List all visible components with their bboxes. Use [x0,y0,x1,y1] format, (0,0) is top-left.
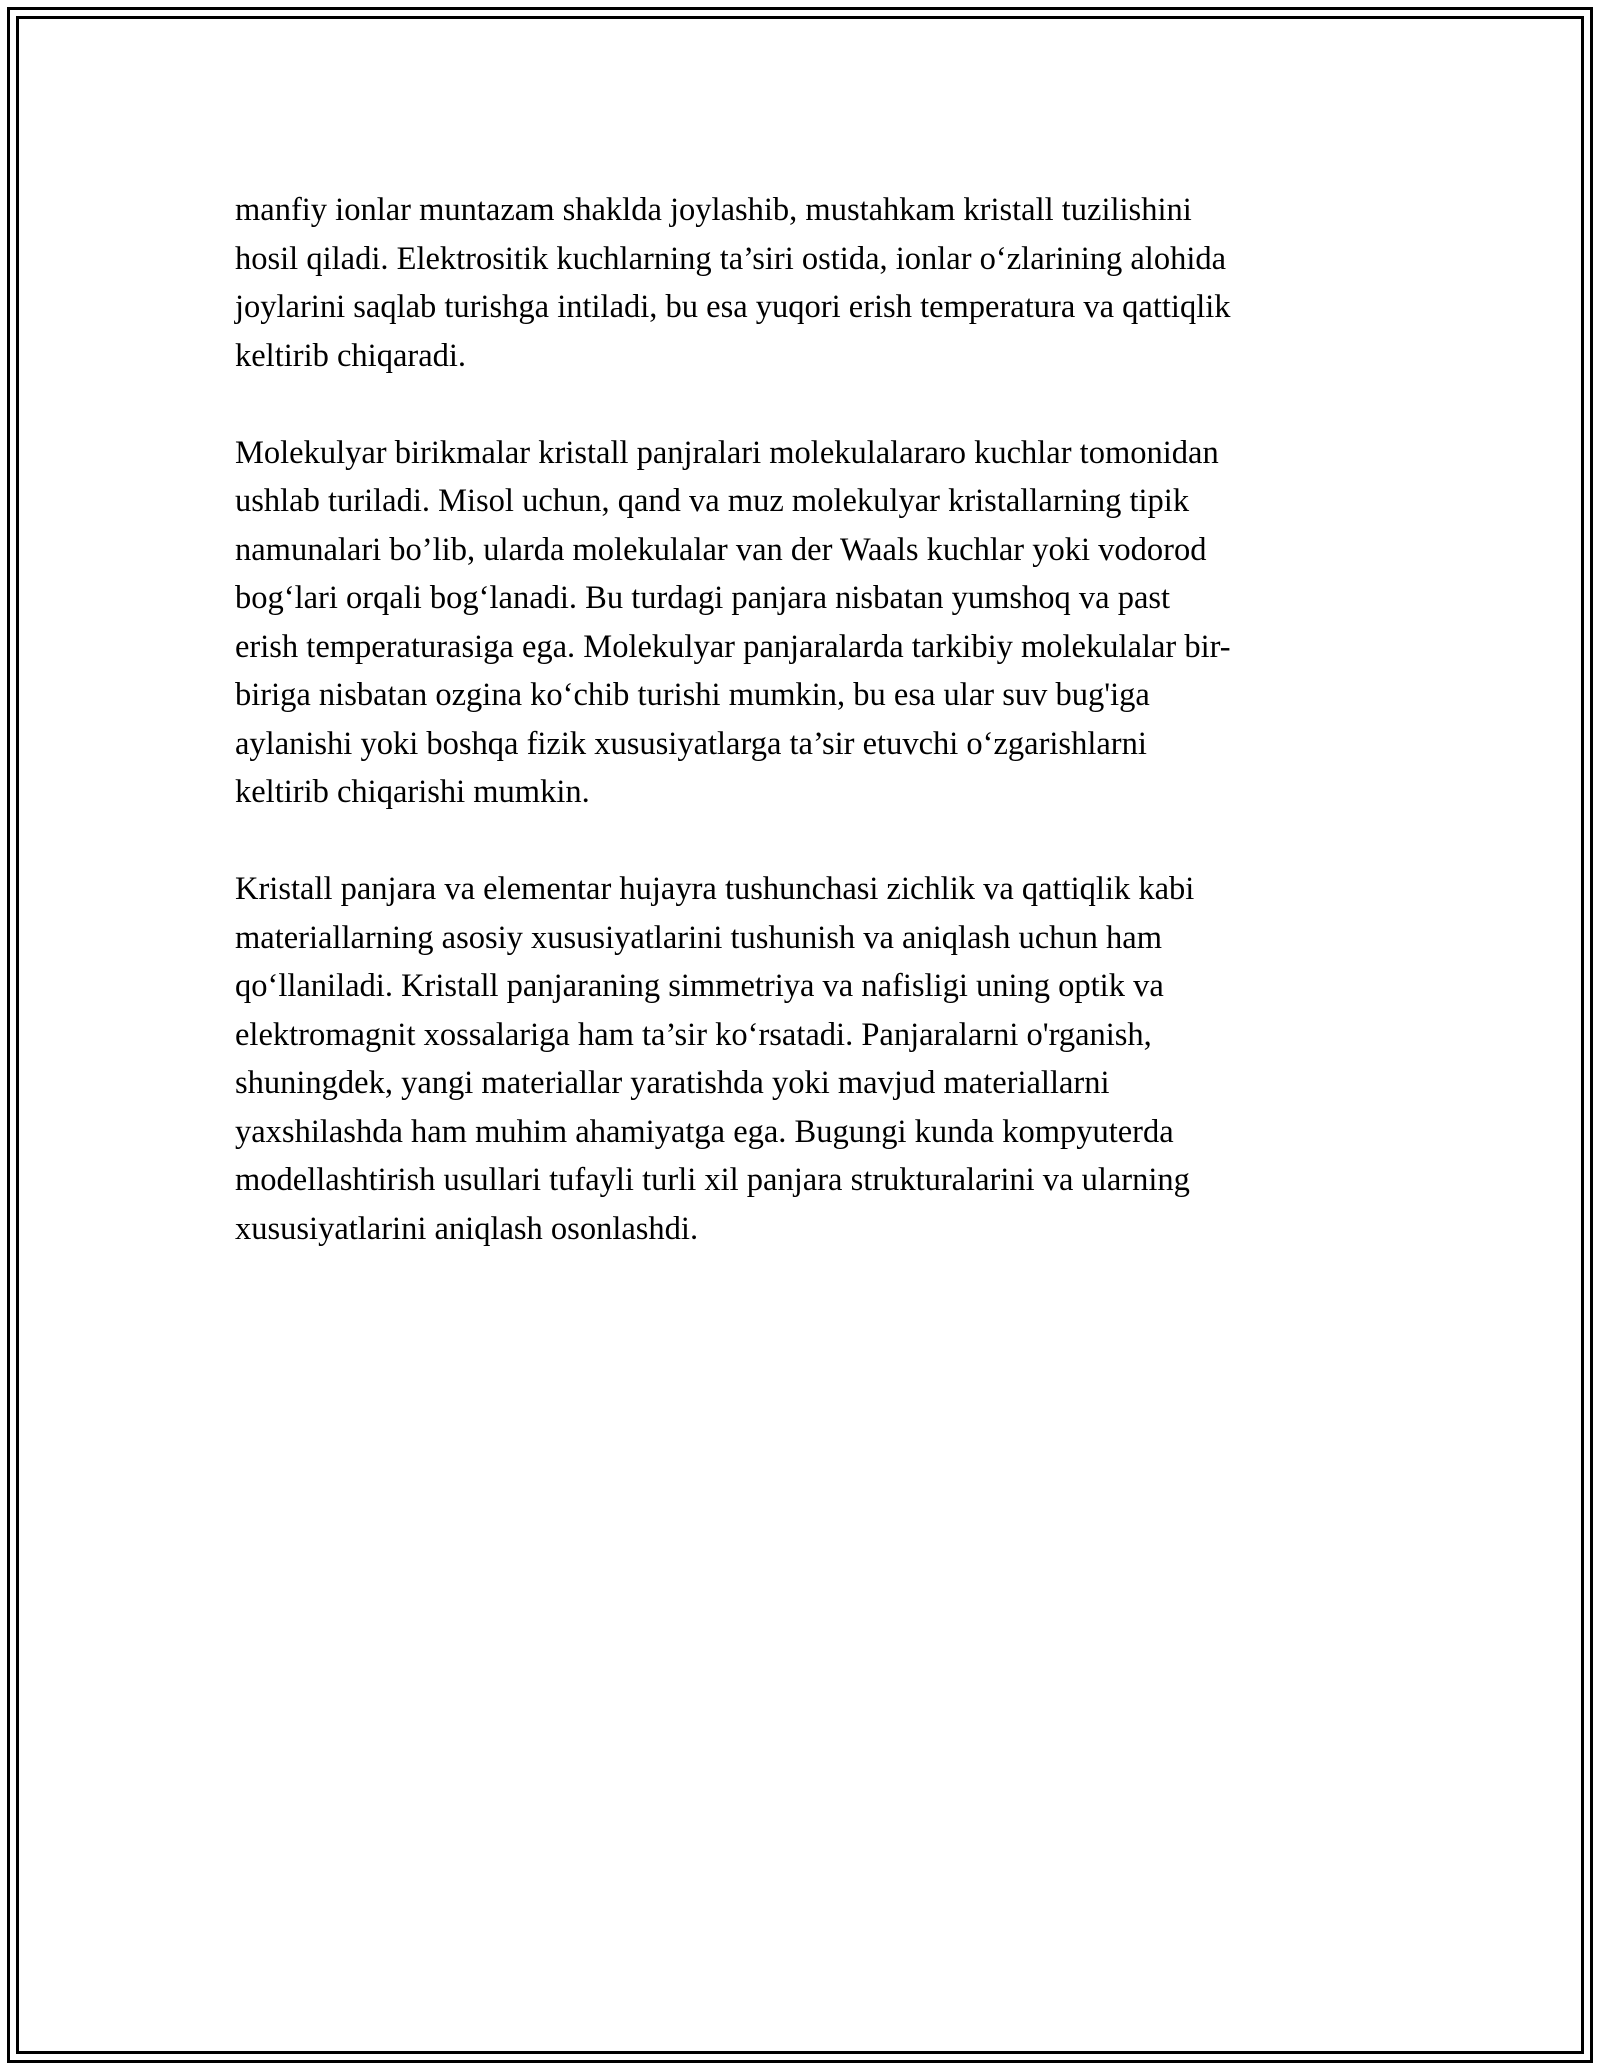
paragraph-2: Molekulyar birikmalar kristall panjralari molekulalararo kuchlar tomonidan ushlab turiladi. Misol uchun, qand va muz molekulyar kristallarning tipik namunalari bo’lib, ularda molekulalar van der Waals kuchlar yoki vodorod bog‘lari orqali bog‘lanadi. Bu turdagi panjara nisbatan yumshoq va past erish temperaturasiga ega. Molekulyar panjaralarda tarkibiy molekulalar bir- biriga nisbatan ozgina ko‘chib turishi mumkin, bu esa ular suv bug'iga aylanishi yoki boshqa fizik xususiyatlarga ta’sir etuvchi o‘zgarishlarni keltirib chiqarishi mumkin. [235,434,1231,810]
paragraph-3: Kristall panjara va elementar hujayra tushunchasi zichlik va qattiqlik kabi materiallarning asosiy xususiyatlarini tushunish va aniqlash uchun ham qo‘llaniladi. Kristall panjaraning simmetriya va nafisligi uning optik va elektromagnit xossalariga ham ta’sir ko‘rsatadi. Panjaralarni o'rganish, shuningdek, yangi materiallar yaratishda yoki mavjud materiallarni yaxshilashda ham muhim ahamiyatga ega. Bugungi kunda kompyuterda modellashtirish usullari tufayli turli xil panjara strukturalarini va ularning xususiyatlarini aniqlash osonlashdi. [235,871,1195,1247]
paragraph-1: manfiy ionlar muntazam shaklda joylashib, mustahkam kristall tuzilishini hosil qiladi. Elektrositik kuchlarning ta’siri ostida, ionlar o‘zlarining alohida joylarini saqlab turishga intiladi, bu esa yuqori erish temperatura va qattiqlik keltirib chiqaradi. [235,192,1231,374]
body-text [235,186,1375,1302]
